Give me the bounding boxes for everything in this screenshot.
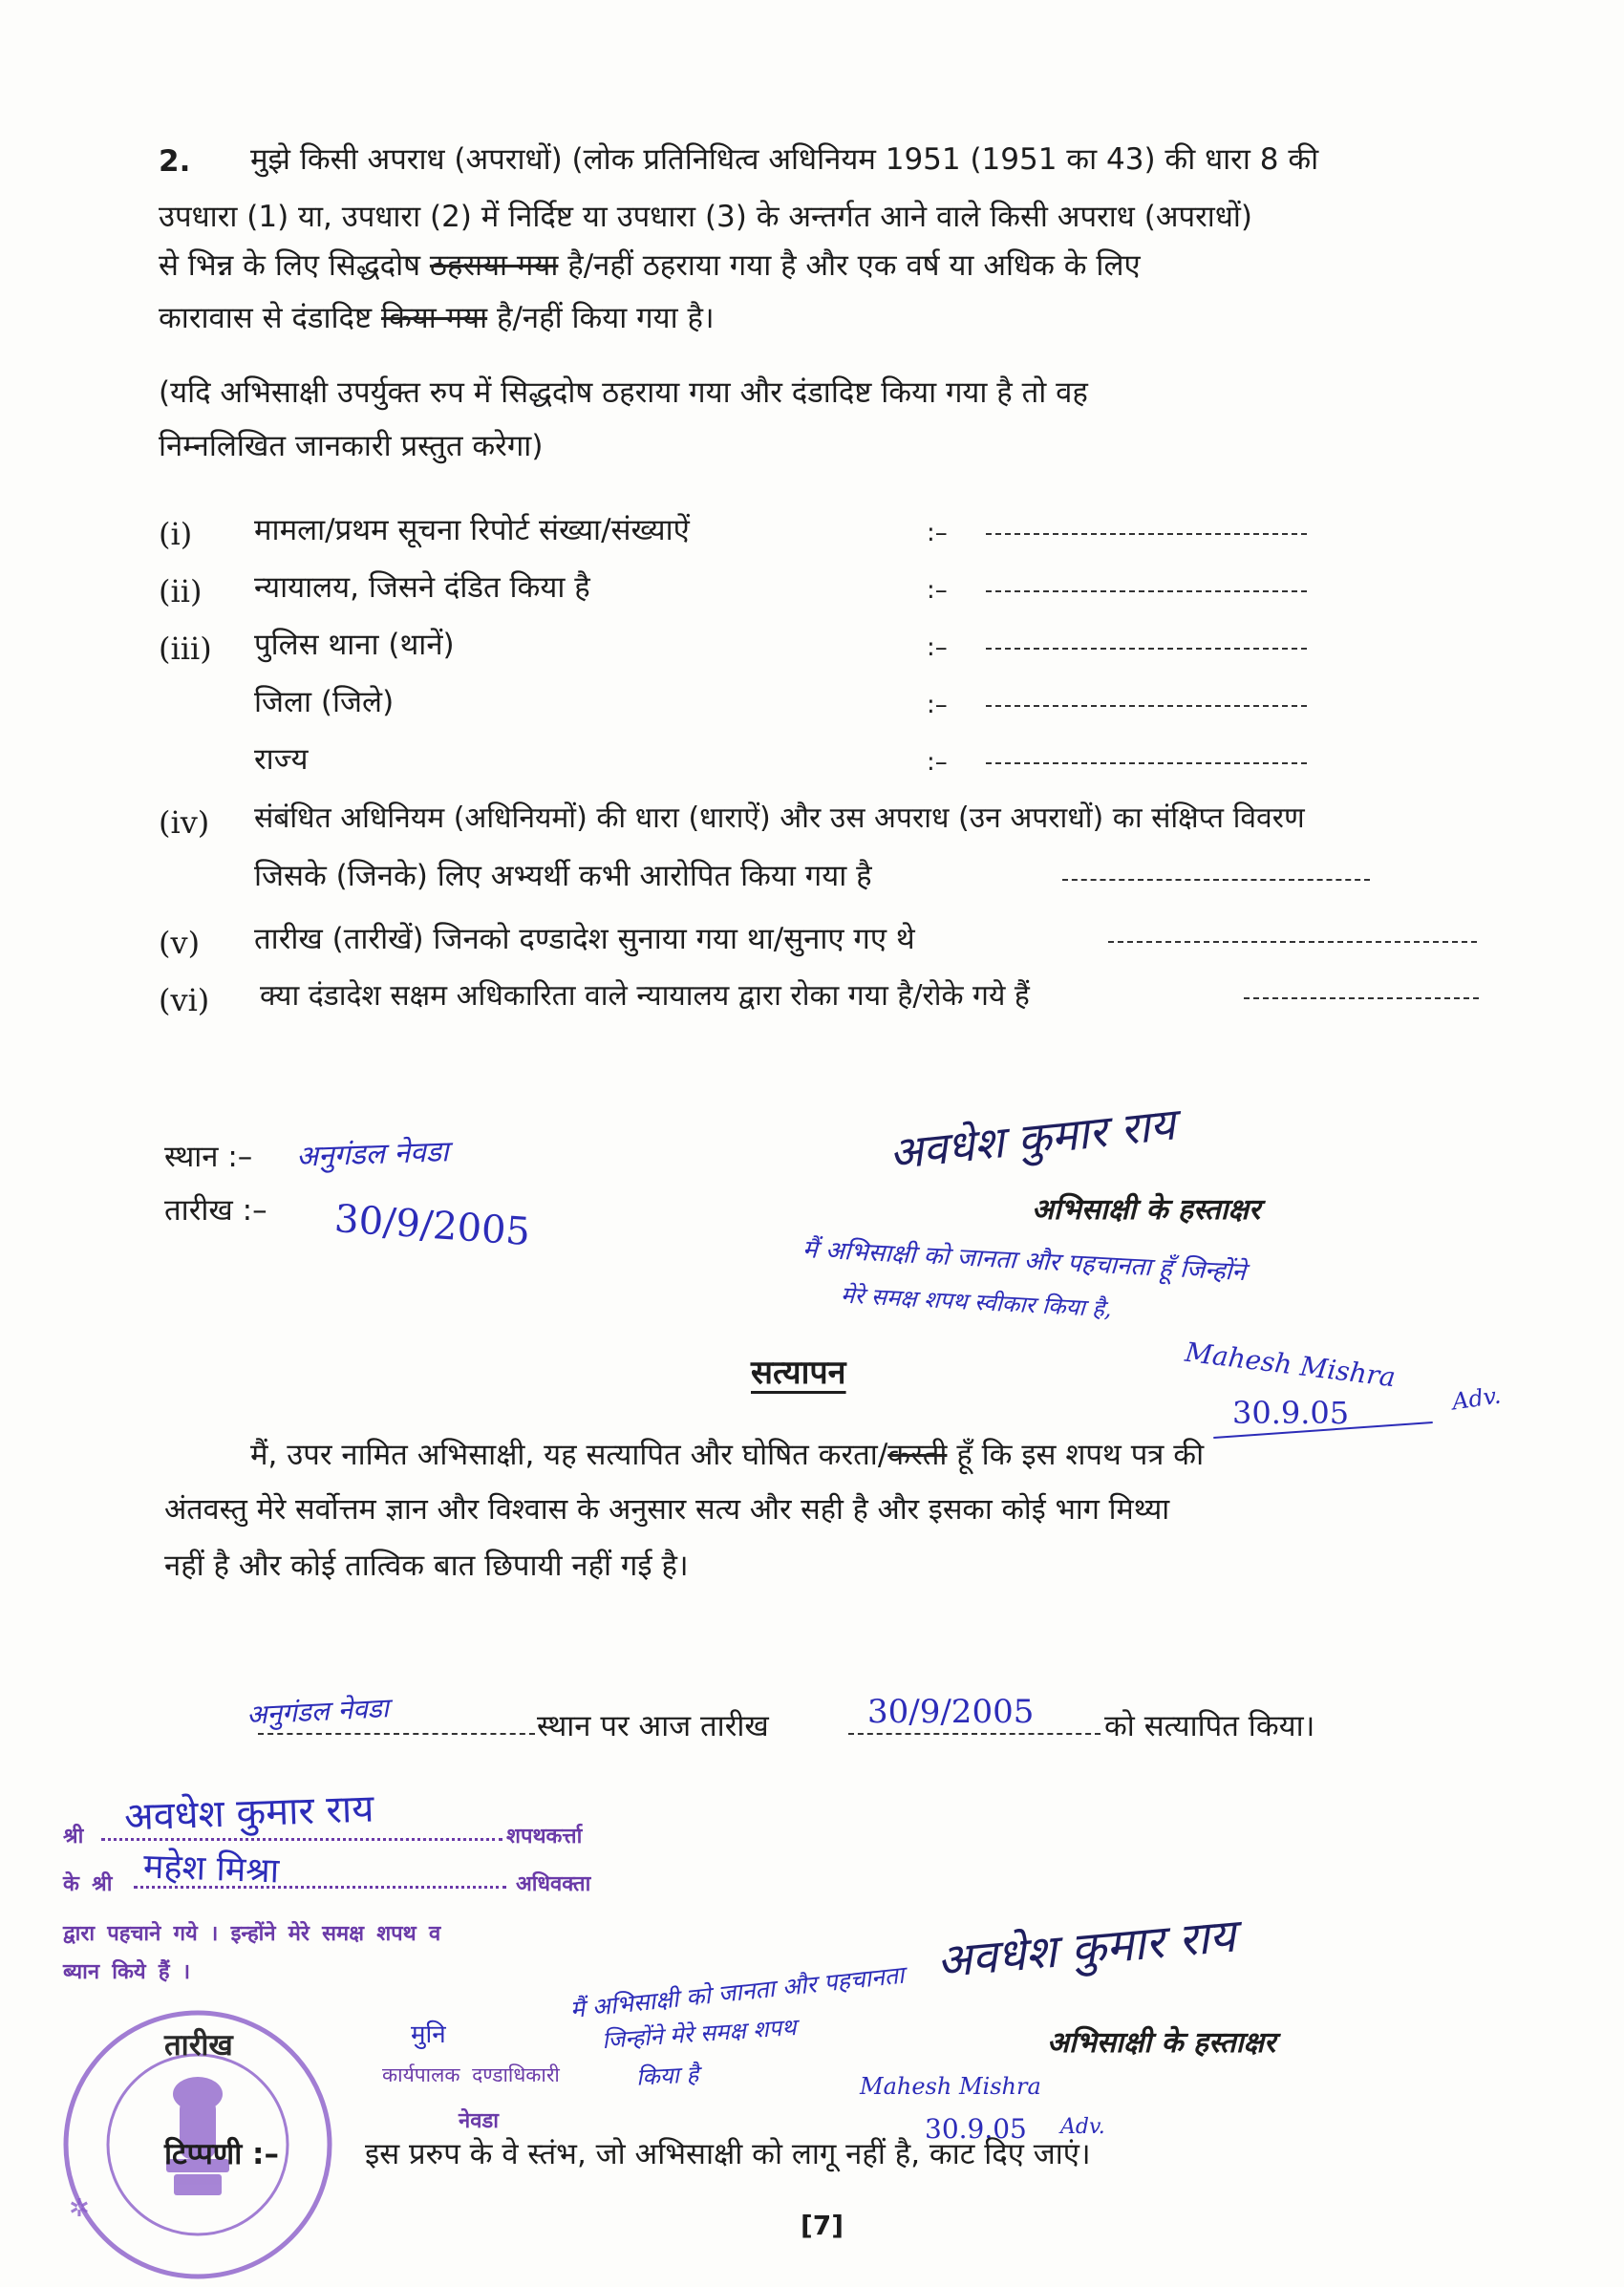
page-number: [7] (801, 2210, 844, 2241)
stamp-line1-dots (101, 1838, 502, 1841)
handnote-bottom-line2: जिन्होंने मेरे समक्ष शपथ (601, 2013, 798, 2055)
item-i-number: (i) (159, 516, 193, 552)
para2-line4 (159, 301, 715, 335)
handnote-bottom-suffix: Adv. (1060, 2115, 1105, 2139)
stamp-deponent: शपथकर्त्ता (506, 1825, 583, 1849)
verification-line1-struck: करती (887, 1438, 948, 1472)
verification-line3: नहीं है और कोई तात्विक बात छिपायी नहीं गई है। (164, 1549, 689, 1583)
item-district-sep: :– (927, 691, 948, 719)
para2-line4-b: है/नहीं किया गया है। (497, 301, 715, 335)
svg-text:✲: ✲ (69, 2194, 90, 2223)
verify-text1: स्थान पर आज तारीख (537, 1709, 769, 1743)
item-state-sep: :– (927, 748, 948, 777)
item-iv-line1: संबंधित अधिनियम (अधिनियमों) की धारा (धाराऐं) और उस अपराध (उन अपराधों) का संक्षिप्त विवरण (254, 802, 1305, 835)
place-label: स्थान :– (164, 1140, 253, 1174)
handnote-top-line1: मैं अभिसाक्षी को जानता और पहचानता हूँ जिन्होंने (801, 1234, 1247, 1288)
deponent-signature-top: अवधेश कुमार राय (887, 1098, 1178, 1180)
para2-line4-struck: किया गया (380, 301, 488, 335)
verification-line1 (250, 1438, 1205, 1472)
item-v-number: (v) (159, 925, 201, 961)
verify-place-blank (258, 1733, 535, 1735)
stamp-deponent-name-handwritten: अवधेश कुमार राय (123, 1786, 375, 1840)
item-vi-blank (1244, 997, 1479, 999)
handnote-top-line2: मेरे समक्ष शपथ स्वीकार किया है, (840, 1281, 1113, 1323)
note-text: इस प्ररुप के वे स्तंभ, जो अभिसाक्षी को लागू नहीं है, काट दिए जाएं। (365, 2137, 1091, 2171)
verification-line1-a: मैं, उपर नामित अभिसाक्षी, यह सत्यापित और घोषित करता/ (250, 1438, 888, 1472)
handnote-bottom-line3: किया है (635, 2061, 699, 2091)
item-state-blank (986, 762, 1307, 764)
magistrate-initials: मुनि (411, 2020, 446, 2049)
stamp-advocate: अधिवक्ता (516, 1872, 591, 1896)
item-iv-blank (1062, 879, 1370, 881)
item-district-label: जिला (जिले) (254, 685, 395, 719)
item-ii-blank (986, 590, 1307, 592)
item-i-sep: :– (927, 519, 948, 547)
conditional-note-line1: (यदि अभिसाक्षी उपर्युक्त रुप में सिद्धदोष ठहराया गया और दंडादिष्ट किया गया है तो वह (159, 375, 1088, 410)
item-iii-number: (iii) (159, 631, 212, 667)
item-ii-sep: :– (927, 576, 948, 605)
item-vi-number: (vi) (159, 982, 210, 1018)
item-iii-label: पुलिस थाना (थानें) (254, 628, 455, 662)
stamp-ke-shri: के श्री (63, 1872, 113, 1896)
stamp-line2-dots (134, 1886, 506, 1889)
item-district-blank (986, 705, 1307, 707)
para2-line3-struck: ठहराया गया (429, 248, 559, 283)
verify-text2: को सत्यापित किया। (1104, 1709, 1315, 1743)
stamp-advocate-name-handwritten: महेश मिश्रा (142, 1847, 280, 1892)
handnote-bottom-name: Mahesh Mishra (860, 2073, 1041, 2100)
item-ii-number: (ii) (159, 573, 203, 609)
verification-heading: सत्यापन (751, 1354, 846, 1392)
date-label: तारीख :– (164, 1193, 267, 1228)
para2-line1: मुझे किसी अपराध (अपराधों) (लोक प्रतिनिधित्व अधिनियम 1951 (1951 का 43) की धारा 8 की (250, 142, 1319, 177)
stamp-line4: ब्यान किये हैं । (63, 1960, 191, 1984)
conditional-note-line2: निम्नलिखित जानकारी प्रस्तुत करेगा) (159, 429, 544, 463)
item-ii-label: न्यायालय, जिसने दंडित किया है (254, 570, 590, 605)
verify-place-handwritten: अनुगंडल नेवडा (246, 1692, 390, 1731)
magistrate-place: नेवडा (459, 2109, 499, 2133)
deponent-signature-bottom: अवधेश कुमार राय (934, 1909, 1238, 1989)
magistrate-date-label: तारीख (164, 2028, 233, 2063)
handnote-bottom-date: 30.9.05 (925, 2113, 1027, 2145)
place-handwritten: अनुगंडल नेवडा (295, 1135, 450, 1174)
item-iv-line2: जिसके (जिनके) लिए अभ्यर्थी कभी आरोपित किया गया है (254, 859, 872, 893)
para2-number: 2. (159, 144, 191, 179)
para2-line3-b: है/नहीं ठहराया गया है और एक वर्ष या अधिक के लिए (567, 248, 1141, 283)
handnote-bottom-line1: मैं अभिसाक्षी को जानता और पहचानता (568, 1960, 906, 2024)
stamp-line3: द्वारा पहचाने गये । इन्होंने मेरे समक्ष शपथ व (63, 1922, 441, 1946)
item-state-label: राज्य (254, 742, 309, 777)
note-label: टिप्पणी :– (164, 2137, 279, 2171)
handnote-top-suffix: Adv. (1450, 1381, 1503, 1416)
verification-line1-b: हूँ कि इस शपथ पत्र की (956, 1438, 1205, 1472)
para2-line3 (159, 248, 1141, 283)
verification-line2: अंतवस्तु मेरे सर्वोत्तम ज्ञान और विश्वास के अनुसार सत्य और सही है और इसका कोई भाग मिथ्या (164, 1493, 1170, 1527)
date-handwritten: 30/9/2005 (332, 1196, 532, 1255)
para2-line2: उपधारा (1) या, उपधारा (2) में निर्दिष्ट या उपधारा (3) के अन्तर्गत आने वाले किसी अपराध (अपराधों) (159, 200, 1253, 234)
magistrate-title: कार्यपालक दण्डाधिकारी (382, 2063, 560, 2086)
handnote-top-date: 30.9.05 (1232, 1395, 1350, 1431)
item-i-blank (986, 533, 1307, 535)
item-iv-number: (iv) (159, 804, 210, 841)
item-iii-blank (986, 648, 1307, 650)
para2-line4-a: कारावास से दंडादिष्ट (159, 301, 373, 335)
verify-date-blank (848, 1733, 1100, 1735)
handnote-top-name: Mahesh Mishra (1183, 1336, 1398, 1394)
item-v-blank (1108, 941, 1477, 943)
item-i-label: मामला/प्रथम सूचना रिपोर्ट संख्या/संख्याऐं (254, 513, 690, 547)
verify-date-handwritten: 30/9/2005 (867, 1693, 1035, 1731)
signature-caption-top: अभिसाक्षी के हस्ताक्षर (1032, 1193, 1261, 1227)
stamp-shri: श्री (63, 1825, 84, 1849)
signature-caption-bottom: अभिसाक्षी के हस्ताक्षर (1047, 2026, 1276, 2060)
para2-line3-a: से भिन्न के लिए सिद्धदोष (159, 248, 421, 283)
item-iii-sep: :– (927, 633, 948, 662)
item-v-text: तारीख (तारीखें) जिनको दण्डादेश सुनाया गया था/सुनाए गए थे (254, 922, 915, 956)
item-vi-text: क्या दंडादेश सक्षम अधिकारिता वाले न्यायालय द्वारा रोका गया है/रोके गये हैं (260, 979, 1030, 1013)
